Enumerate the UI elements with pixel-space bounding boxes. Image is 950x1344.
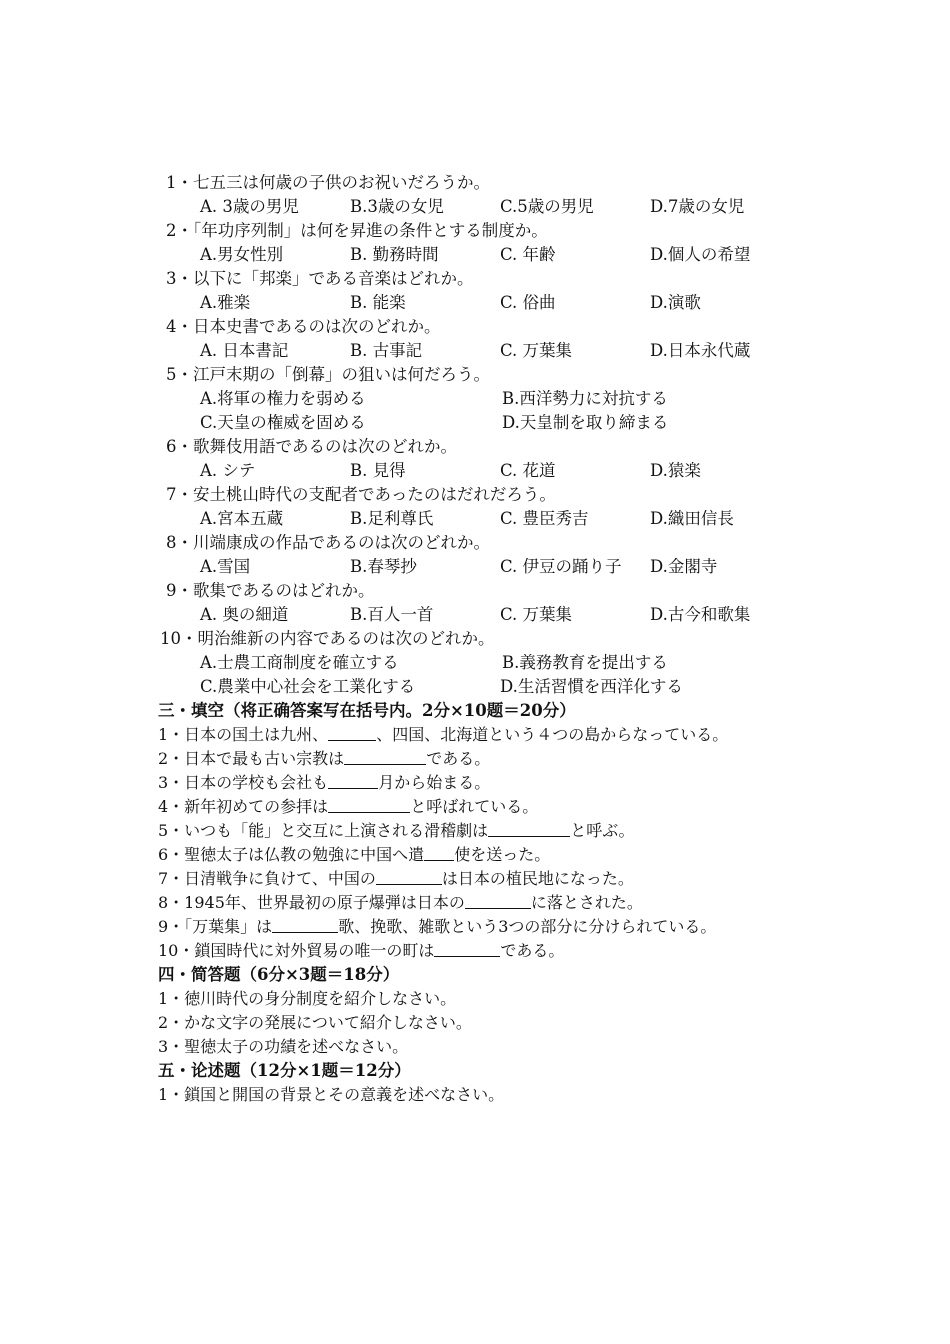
option-a: A.士農工商制度を確立する [200, 653, 399, 672]
option-b: B. 古事記 [350, 341, 423, 360]
option-b: B. 見得 [350, 461, 406, 480]
option-a: A. 日本書記 [200, 341, 289, 360]
option-c: C. 年齢 [500, 245, 556, 264]
mc-question-3: 3・以下に「邦楽」である音楽はどれか。 [166, 269, 474, 288]
option-a: A.雅楽 [200, 293, 251, 312]
option-d: D.演歌 [650, 293, 701, 312]
fill-question-7: 7・日清戦争に負けて、中国の は日本の植民地になった。 [158, 869, 634, 888]
option-b: B.春琴抄 [350, 557, 417, 576]
option-a: A.宮本五蔵 [200, 509, 284, 528]
fill-question-1: 1・日本の国土は九州、 、四国、北海道という４つの島からなっている。 [158, 725, 729, 744]
fill-question-3: 3・日本の学校も会社も 月から始まる。 [158, 773, 491, 792]
answer-blank[interactable] [328, 724, 376, 741]
option-a: A.雪国 [200, 557, 251, 576]
mc-question-4: 4・日本史書であるのは次のどれか。 [166, 317, 441, 336]
answer-blank[interactable] [434, 940, 500, 957]
fill-question-2: 2・日本で最も古い宗教は である。 [158, 749, 491, 768]
option-d: D.天皇制を取り締まる [502, 413, 669, 432]
answer-blank[interactable] [376, 868, 442, 885]
answer-blank[interactable] [328, 796, 410, 813]
option-c: C. 万葉集 [500, 341, 573, 360]
option-c: C. 俗曲 [500, 293, 556, 312]
mc-question-6: 6・歌舞伎用語であるのは次のどれか。 [166, 437, 457, 456]
option-c: C.天皇の権威を固める [200, 413, 366, 432]
option-b: B. 能楽 [350, 293, 406, 312]
option-b: B.3歳の女児 [350, 197, 444, 216]
fill-question-8: 8・1945年、世界最初の原子爆弾は日本の に落とされた。 [158, 893, 643, 912]
option-d: D.7歳の女児 [650, 197, 745, 216]
option-b: B. 勤務時間 [350, 245, 439, 264]
option-a: A. 奥の細道 [200, 605, 289, 624]
fill-question-10: 10・鎖国時代に対外貿易の唯一の町は である。 [158, 941, 565, 960]
option-a: A.将軍の権力を弱める [200, 389, 366, 408]
option-c: C.5歳の男児 [500, 197, 594, 216]
option-c: C. 花道 [500, 461, 556, 480]
option-a: A. 3歳の男児 [200, 197, 299, 216]
option-d: D.生活習慣を西洋化する [500, 677, 683, 696]
short-answer-question-1: 1・徳川時代の身分制度を紹介しなさい。 [158, 989, 457, 1008]
section-title-essay: 五・论述题（12分×1题＝12分） [158, 1061, 411, 1080]
option-d: D.日本永代蔵 [650, 341, 751, 360]
option-b: B.義務教育を提出する [502, 653, 668, 672]
answer-blank[interactable] [272, 916, 338, 933]
option-c: C.農業中心社会を工業化する [200, 677, 416, 696]
option-c: C. 万葉集 [500, 605, 573, 624]
fill-question-6: 6・聖徳太子は仏教の勉強に中国へ遣 使を送った。 [158, 845, 551, 864]
option-c: C. 豊臣秀吉 [500, 509, 589, 528]
option-d: D.織田信長 [650, 509, 734, 528]
option-b: B.西洋勢力に対抗する [502, 389, 668, 408]
short-answer-question-2: 2・かな文字の発展について紹介しなさい。 [158, 1013, 472, 1032]
section-title-fill-in: 三・填空（将正确答案写在括号内。2分×10题＝20分） [158, 701, 576, 720]
answer-blank[interactable] [488, 820, 570, 837]
answer-blank[interactable] [465, 892, 531, 909]
option-d: D.古今和歌集 [650, 605, 751, 624]
fill-question-4: 4・新年初めての参拝は と呼ばれている。 [158, 797, 539, 816]
mc-question-5: 5・江戸末期の「倒幕」の狙いは何だろう。 [166, 365, 490, 384]
fill-question-5: 5・いつも「能」と交互に上演される滑稽劇は と呼ぶ。 [158, 821, 635, 840]
option-b: B.百人一首 [350, 605, 434, 624]
mc-question-10: 10・明治維新の内容であるのは次のどれか。 [160, 629, 495, 648]
essay-question-1: 1・鎖国と開国の背景とその意義を述べなさい。 [158, 1085, 505, 1104]
option-d: D.金閣寺 [650, 557, 718, 576]
fill-question-9: 9・「万葉集」は 歌、挽歌、雑歌という3つの部分に分けられている。 [158, 917, 717, 936]
option-a: A. シテ [200, 461, 256, 480]
mc-question-2: 2・「年功序列制」は何を昇進の条件とする制度か。 [166, 221, 548, 240]
option-a: A.男女性別 [200, 245, 284, 264]
answer-blank[interactable] [328, 772, 378, 789]
answer-blank[interactable] [424, 844, 454, 861]
mc-question-9: 9・歌集であるのはどれか。 [166, 581, 375, 600]
section-title-short-answer: 四・简答题（6分×3题＝18分） [158, 965, 400, 984]
mc-question-8: 8・川端康成の作品であるのは次のどれか。 [166, 533, 490, 552]
option-d: D.猿楽 [650, 461, 701, 480]
mc-question-7: 7・安土桃山時代の支配者であったのはだれだろう。 [166, 485, 556, 504]
answer-blank[interactable] [344, 748, 426, 765]
short-answer-question-3: 3・聖徳太子の功績を述べなさい。 [158, 1037, 409, 1056]
option-b: B.足利尊氏 [350, 509, 434, 528]
option-c: C. 伊豆の踊り子 [500, 557, 622, 576]
mc-question-1: 1・七五三は何歳の子供のお祝いだろうか。 [166, 173, 490, 192]
option-d: D.個人の希望 [650, 245, 751, 264]
